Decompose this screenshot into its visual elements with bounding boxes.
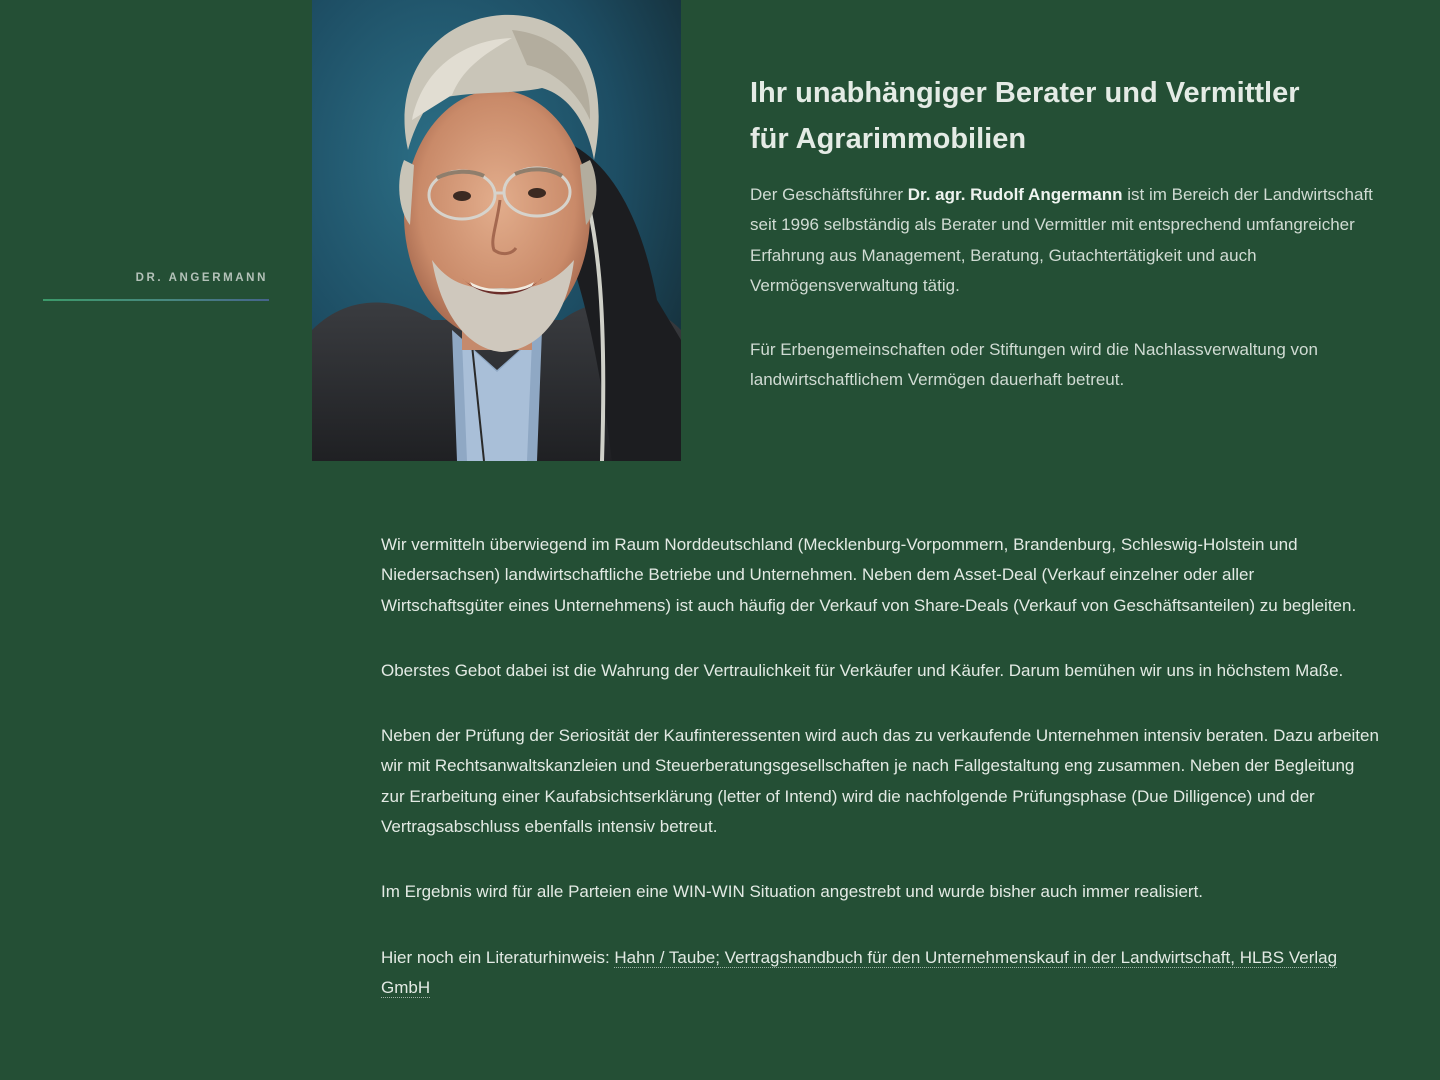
- person-photo-icon: [312, 0, 681, 461]
- win-win-paragraph: Im Ergebnis wird für alle Parteien eine WIN-WIN Situation angestrebt und wurde bisher auch immer realisiert.: [381, 882, 1204, 902]
- region-paragraph: Wir vermitteln überwiegend im Raum Norddeutschland (Mecklenburg-Vorpommern, Brandenburg, Schleswig-Holstein und Niedersachsen) landwirtschaftliche Betriebe und Unternehmen. Neben dem Asset-Deal (Verkauf einzelner oder aller Wirtschaftsgüter eines Unternehmens) ist auch häufig der Verkauf von Share-Deals (Verkauf von Geschäftsanteilen) zu begleiten.: [381, 535, 1357, 615]
- confidentiality-paragraph: Oberstes Gebot dabei ist die Wahrung der Vertraulichkeit für Verkäufer und Käufer. Darum bemühen wir uns in höchstem Maße.: [381, 660, 1344, 680]
- main-content: [381, 530, 1381, 1038]
- sidebar-label-text[interactable]: DR. ANGERMANN: [135, 272, 268, 284]
- literature-paragraph: [381, 943, 1381, 1004]
- portrait-photo: [312, 0, 681, 461]
- intro-text-start: Der Geschäftsführer: [750, 185, 908, 204]
- sidebar-nav-label[interactable]: [43, 270, 269, 301]
- intro-paragraph: [750, 180, 1380, 301]
- page-title: [750, 70, 1380, 162]
- intro-text-end: ist im Bereich der Landwirtschaft seit 1996 selbständig als Berater und Vermittler mit entsprechend umfangreicher Erfahrung aus Management, Beratung, Gutachtertätigkeit und auch Vermögensverwaltung tätig.: [750, 185, 1373, 295]
- managing-director-name: Dr. agr. Rudolf Angermann: [907, 185, 1123, 204]
- page-title-line2: für Agrarimmobilien: [750, 123, 1027, 155]
- hero-section: [750, 70, 1380, 396]
- advisory-paragraph: Neben der Prüfung der Seriosität der Kaufinteressenten wird auch das zu verkaufende Unternehmen intensiv beraten. Dazu arbeiten wir mit Rechtsanwaltskanzleien und Steuerberatungsgesellschaften je nach Fallgestaltung eng zusammen. Neben der Begleitung zur Erarbeitung einer Kaufabsichtserklärung (letter of Intend) wird die nachfolgende Prüfungsphase (Due Dilligence) und der Vertragsabschluss ebenfalls intensiv betreut.: [381, 726, 1379, 837]
- literature-label: Hier noch ein Literaturhinweis:: [381, 947, 615, 967]
- estate-management-paragraph: Für Erbengemeinschaften oder Stiftungen wird die Nachlassverwaltung von landwirtschaftlichem Vermögen dauerhaft betreut.: [750, 340, 1318, 390]
- page-title-line1: Ihr unabhängiger Berater und Vermittler: [750, 77, 1300, 109]
- literature-link[interactable]: Hahn / Taube; Vertragshandbuch für den Unternehmenskauf in der Landwirtschaft, HLBS Verlag GmbH: [381, 947, 1338, 997]
- sidebar-underline-divider: [43, 299, 269, 301]
